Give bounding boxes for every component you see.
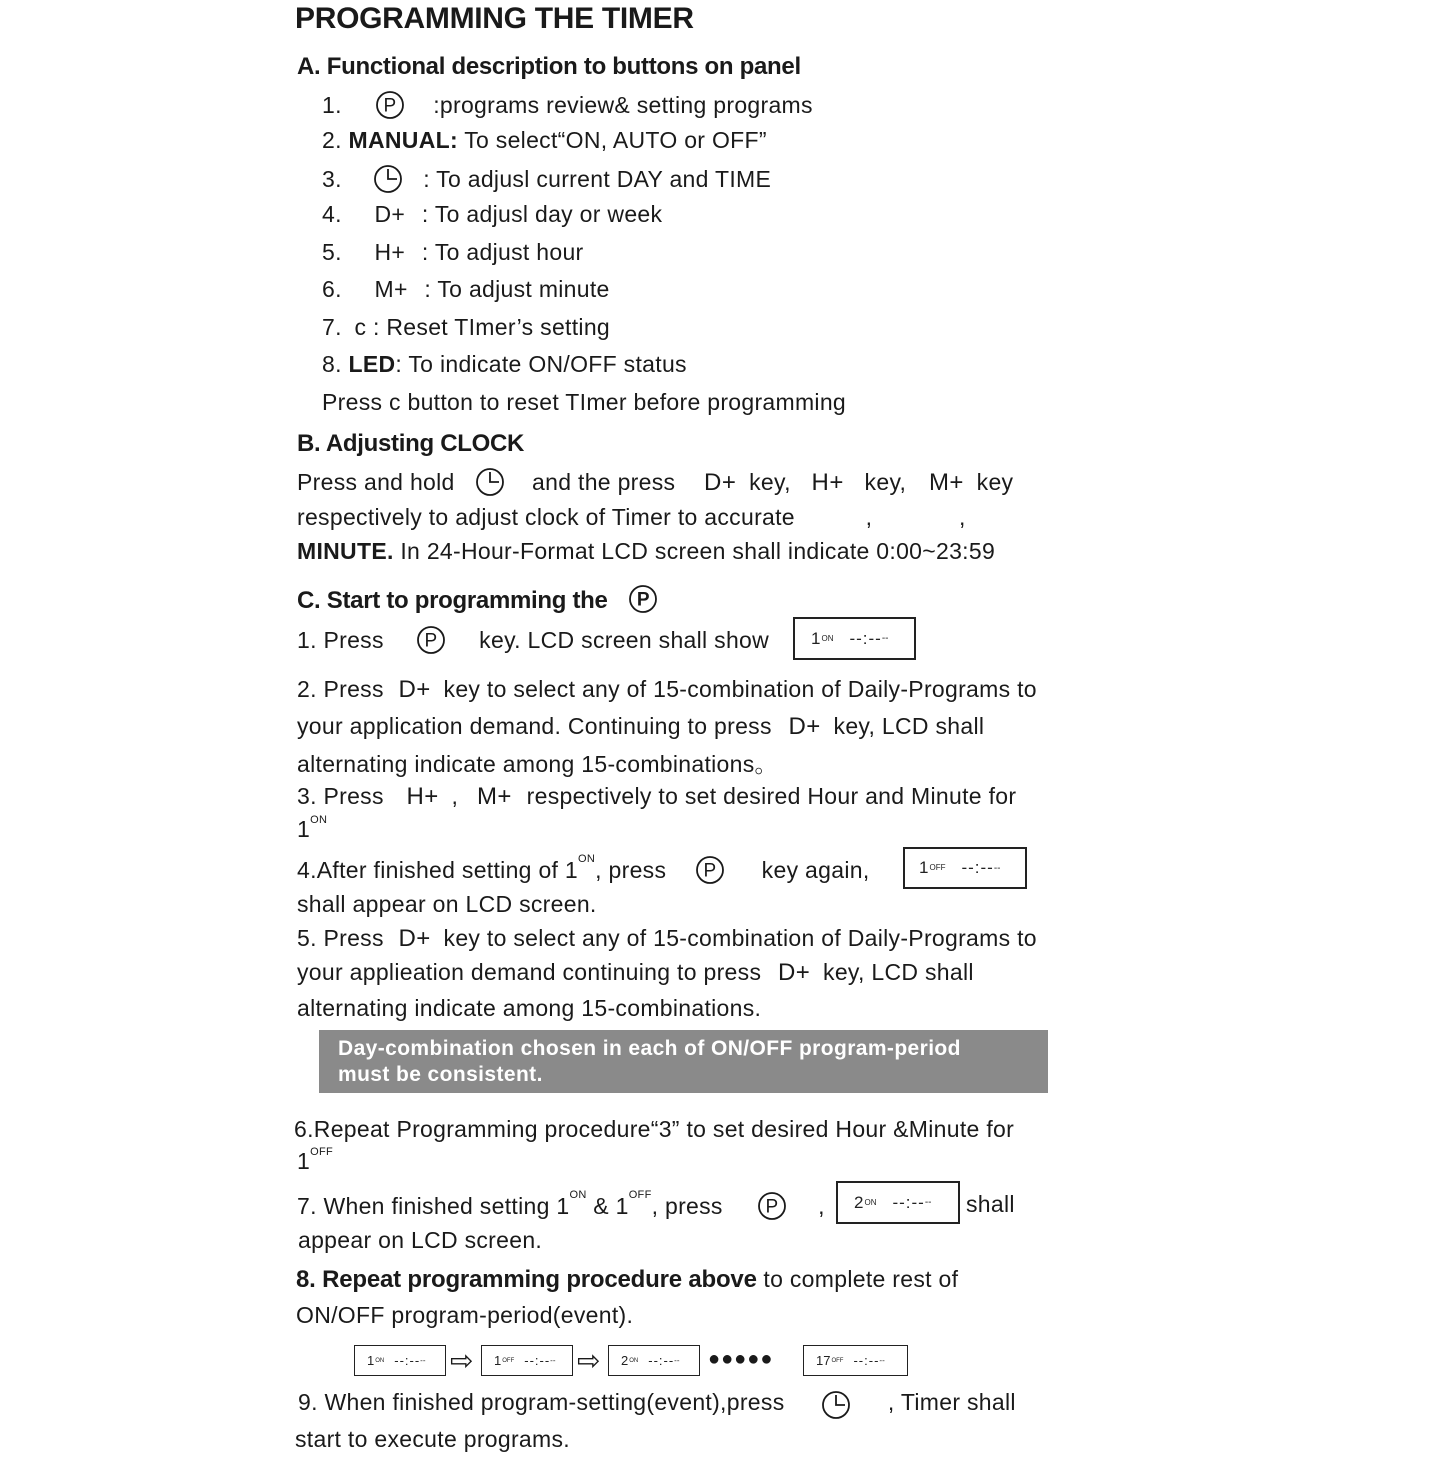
program-button-icon <box>695 855 725 885</box>
step-8-line-1: 8. Repeat programming procedure above to complete rest of <box>296 1266 959 1293</box>
step-5-line-1: 5. Press D+ key to select any of 15-combination of Daily-Programs to <box>297 925 1037 952</box>
step-6-line-2: $1^{OFF}$ <box>297 1146 333 1174</box>
arrow-icon: ⇨ <box>450 1345 474 1376</box>
section-b-line-2: respectively to adjust clock of Timer to accurate , , <box>297 504 966 530</box>
program-button-icon <box>628 584 658 614</box>
list-item: 8. LED: To indicate ON/OFF status <box>322 351 687 377</box>
lcd-display-1-off: 1 OFF --:-- -- <box>903 847 1027 889</box>
step-4-line-1: 4.After finished setting of $1^{ON}$, press key again, <box>297 853 870 883</box>
list-item: 2. MANUAL: To select“ON, AUTO or OFF” <box>322 127 767 153</box>
lcd-display-2-on: 2 ON --:-- -- <box>836 1181 960 1224</box>
list-item: 5. H+ : To adjust hour <box>322 239 584 265</box>
step-2-line-2: your application demand. Continuing to press D+ key, LCD shall <box>297 713 985 740</box>
page-title: PROGRAMMING THE TIMER <box>295 2 694 35</box>
list-item: 3. : To adjusl current DAY and TIME <box>322 166 772 192</box>
section-b-line-1: Press and hold and the press D+ key, H+ key, M+ key <box>297 469 1014 496</box>
step-3-line-2: $1^{ON}$ <box>297 814 328 842</box>
program-button-icon <box>757 1191 787 1221</box>
step-7-shall: shall <box>966 1191 1015 1217</box>
step-7-line-2: appear on LCD screen. <box>298 1227 543 1253</box>
section-c-heading: C. Start to programming the <box>297 584 658 615</box>
step-5-line-2: your applieation demand continuing to press D+ key, LCD shall <box>297 959 974 986</box>
arrow-icon: ⇨ <box>577 1345 601 1376</box>
step-2-line-1: 2. Press D+ key to select any of 15-combination of Daily-Programs to <box>297 676 1037 703</box>
lcd-sequence-2-on: 2 ON --:-- -- <box>608 1345 700 1376</box>
lcd-sequence-1-on: 1 ON --:-- -- <box>354 1345 446 1376</box>
ellipsis-dots: ●●●●● <box>708 1348 774 1370</box>
clock-icon <box>821 1390 851 1420</box>
step-1: 1. Press key. LCD screen shall show <box>297 627 770 653</box>
clock-icon <box>475 467 505 497</box>
step-4-line-2: shall appear on LCD screen. <box>297 891 597 917</box>
section-b-heading: B. Adjusting CLOCK <box>297 430 525 457</box>
list-item: 6. M+ : To adjust minute <box>322 276 610 302</box>
section-b-line-3: MINUTE. In 24-Hour-Format LCD screen shall indicate 0:00~23:59 <box>297 538 996 564</box>
step-3-line-1: 3. Press H+ , M+ respectively to set desired Hour and Minute for <box>297 783 1017 810</box>
step-8-line-2: ON/OFF program-period(event). <box>296 1302 634 1328</box>
section-a-note: Press c button to reset TImer before programming <box>322 389 847 415</box>
step-5-line-3: alternating indicate among 15-combinations. <box>297 995 762 1021</box>
step-9-line-1: 9. When finished program-setting(event),press , Timer shall <box>298 1389 1016 1420</box>
step-2-line-3: alternating indicate among 15-combinations。 <box>297 751 778 777</box>
clock-icon <box>373 164 403 194</box>
section-a-heading: A. Functional description to buttons on panel <box>297 53 801 80</box>
step-7-line-1: 7. When finished setting $1^{ON}$ & $1^{OFF}$, press , <box>297 1189 825 1219</box>
lcd-sequence-17-off: 17 OFF --:-- -- <box>803 1345 908 1376</box>
warning-banner: Day-combination chosen in each of ON/OFF program-period must be consistent. <box>319 1030 1048 1093</box>
step-9-line-2: start to execute programs. <box>295 1426 570 1452</box>
program-button-icon <box>375 90 405 120</box>
program-button-icon <box>416 625 446 655</box>
lcd-display-1-on: 1 ON --:-- -- <box>793 617 916 660</box>
lcd-sequence-1-off: 1 OFF --:-- -- <box>481 1345 573 1376</box>
list-item: 7. c : Reset TImer’s setting <box>322 314 611 340</box>
list-item: 4. D+ : To adjusl day or week <box>322 201 663 227</box>
list-item: 1. :programs review& setting programs <box>322 92 813 118</box>
step-6-line-1: 6.Repeat Programming procedure“3” to set desired Hour &Minute for <box>294 1116 1015 1142</box>
